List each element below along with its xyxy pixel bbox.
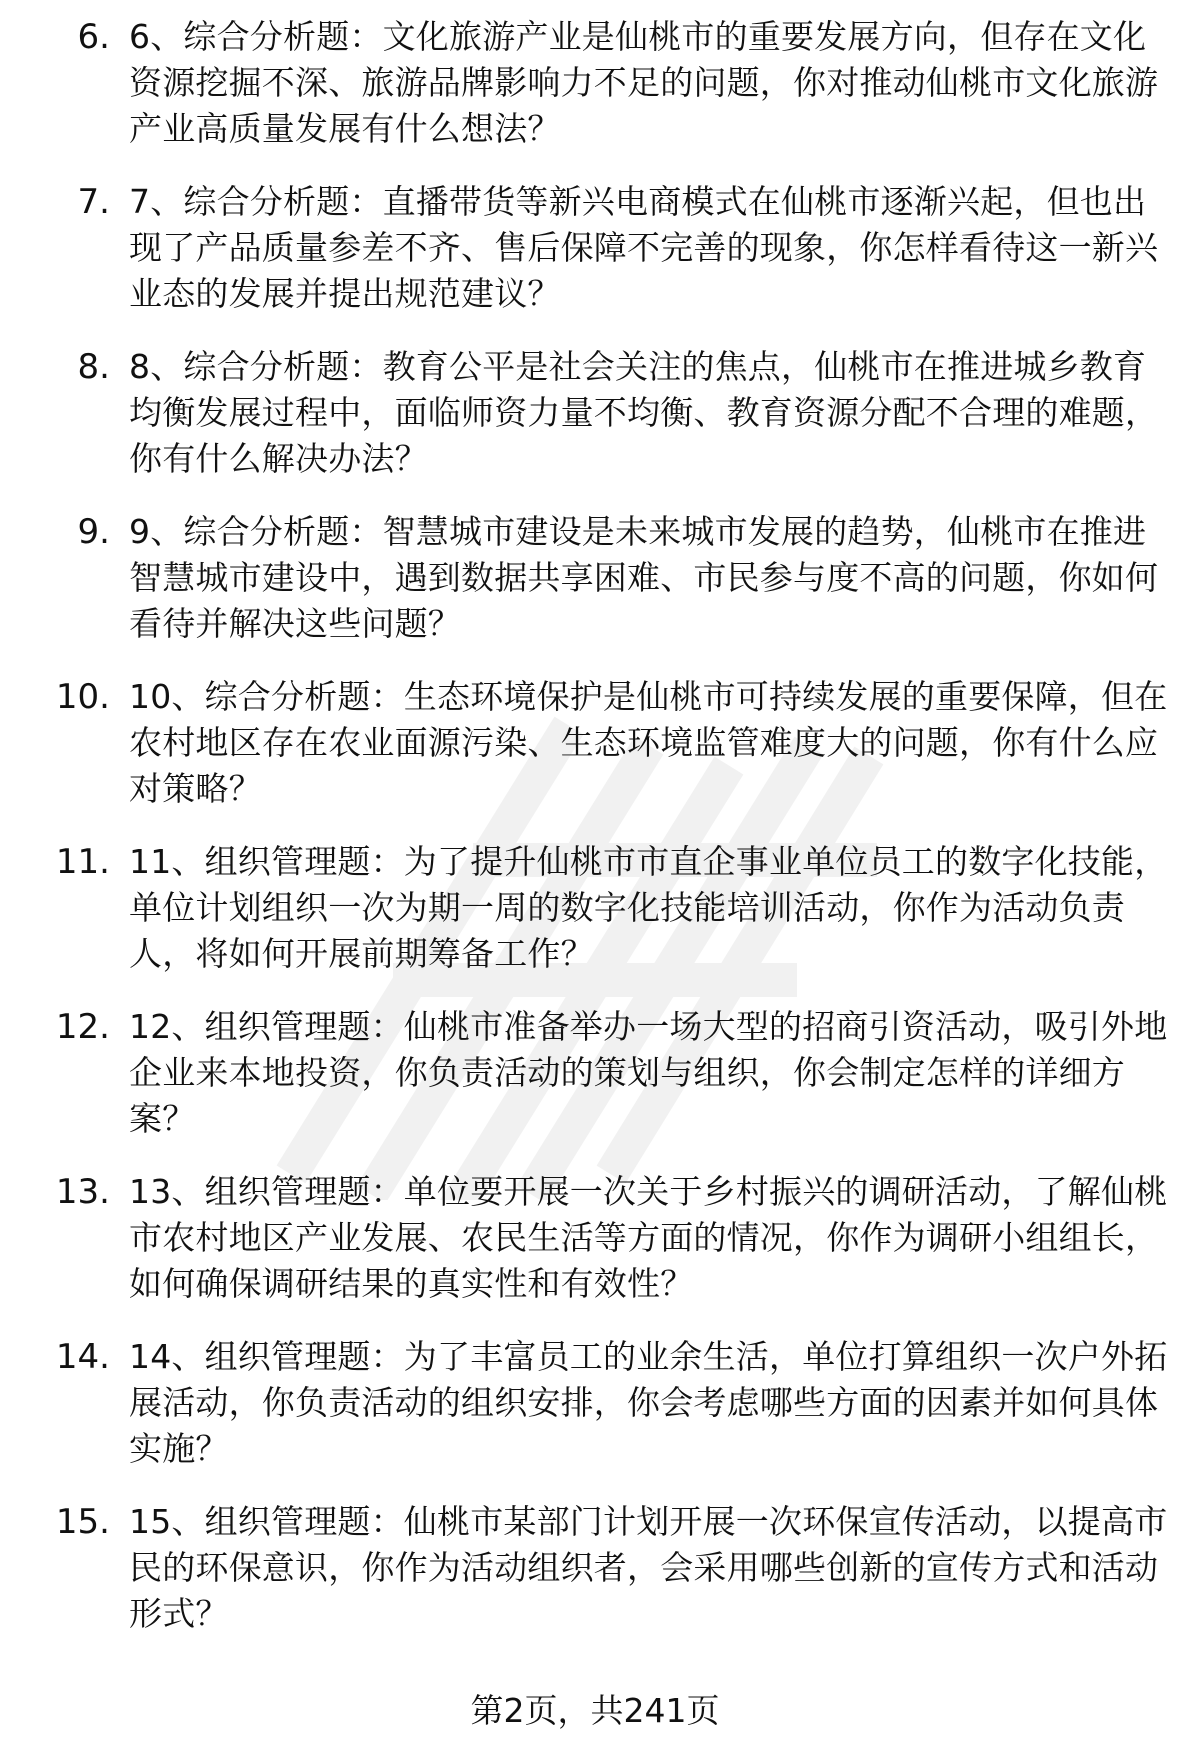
question-text: 15、组织管理题：仙桃市某部门计划开展一次环保宣传活动，以提高市民的环保意识，你作为活动组织者，会采用哪些创新的宣传方式和活动形式？ (129, 1502, 1168, 1633)
question-number: 15. (55, 1502, 110, 1542)
list-item (0, 839, 1190, 1004)
question-text: 11、组织管理题：为了提升仙桃市市直企事业单位员工的数字化技能，单位计划组织一次为期一周的数字化技能培训活动，你作为活动负责人，将如何开展前期筹备工作？ (129, 842, 1168, 973)
list-item (0, 1169, 1190, 1334)
page-number-footer: 第2页，共241页 (470, 1691, 720, 1730)
question-number: 9. (77, 512, 110, 552)
question-text: 14、组织管理题：为了丰富员工的业余生活，单位打算组织一次户外拓展活动，你负责活动的组织安排，你会考虑哪些方面的因素并如何具体实施？ (129, 1337, 1168, 1468)
question-number: 6. (77, 17, 110, 57)
list-item (0, 1334, 1190, 1499)
list-item (0, 14, 1190, 179)
question-text: 8、综合分析题：教育公平是社会关注的焦点，仙桃市在推进城乡教育均衡发展过程中，面临师资力量不均衡、教育资源分配不合理的难题，你有什么解决办法？ (129, 347, 1159, 478)
question-text: 7、综合分析题：直播带货等新兴电商模式在仙桃市逐渐兴起，但也出现了产品质量参差不齐、售后保障不完善的现象，你怎样看待这一新兴业态的发展并提出规范建议？ (129, 182, 1159, 313)
question-text: 12、组织管理题：仙桃市准备举办一场大型的招商引资活动，吸引外地企业来本地投资，你负责活动的策划与组织，你会制定怎样的详细方案？ (129, 1007, 1168, 1138)
question-number: 7. (77, 182, 110, 222)
list-item (0, 1499, 1190, 1664)
question-text: 13、组织管理题：单位要开展一次关于乡村振兴的调研活动，了解仙桃市农村地区产业发展、农民生活等方面的情况，你作为调研小组组长，如何确保调研结果的真实性和有效性？ (129, 1172, 1168, 1303)
question-text: 9、综合分析题：智慧城市建设是未来城市发展的趋势，仙桃市在推进智慧城市建设中，遇到数据共享困难、市民参与度不高的问题，你如何看待并解决这些问题？ (129, 512, 1159, 643)
list-item (0, 1004, 1190, 1169)
list-item (0, 179, 1190, 344)
question-number: 11. (55, 842, 110, 882)
question-text: 10、综合分析题：生态环境保护是仙桃市可持续发展的重要保障，但在农村地区存在农业面源污染、生态环境监管难度大的问题，你有什么应对策略？ (129, 677, 1168, 808)
question-list (0, 14, 1190, 1664)
question-number: 12. (55, 1007, 110, 1047)
question-number: 10. (55, 677, 110, 717)
question-number: 13. (55, 1172, 110, 1212)
question-number: 8. (77, 347, 110, 387)
list-item (0, 674, 1190, 839)
question-number: 14. (55, 1337, 110, 1377)
list-item (0, 509, 1190, 674)
list-item (0, 344, 1190, 509)
question-text: 6、综合分析题：文化旅游产业是仙桃市的重要发展方向，但存在文化资源挖掘不深、旅游品牌影响力不足的问题，你对推动仙桃市文化旅游产业高质量发展有什么想法？ (129, 17, 1159, 148)
